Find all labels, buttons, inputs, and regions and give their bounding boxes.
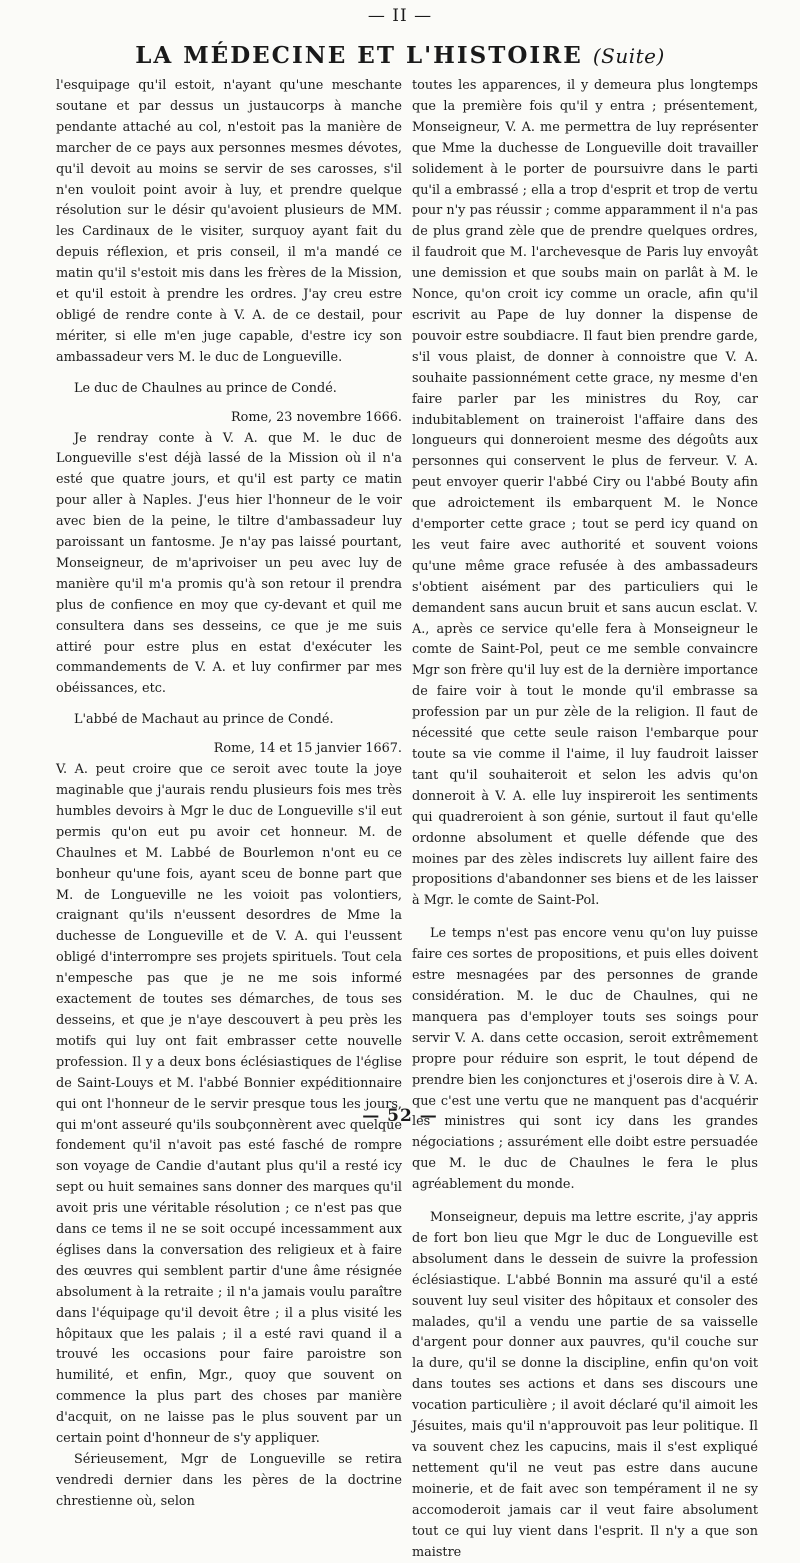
paragraph: V. A. peut croire que ce seroit avec toute la joye maginable que j'aurais rendu plusieurs fois mes très humbles devoirs à Mgr le duc de Longueville s'il eut permis qu'on eut pu avoir cet honneur. M. de Chaulnes et M. Labbé de Bourlemon n'ont eu ce bonheur qu'une fois, ayant sceu de bonne part que M. de Longueville ne les voioit pas volontiers, craignant qu'ils n'eussent desordres de Mme la duchesse de Longueville et de V. A. qui l'eussent obligé d'interrompre ses projets spirituels. Tout cela n'empesche pas que je ne me sois informé exactement de toutes ses démarches, de tous ses desseins, et que je n'aye descouvert à peu près les motifs qui luy ont fait embrasser cette nouvelle profession. Il y a deux bons éclésiastiques de l'église de Saint-Louys et M. l'abbé Bonnier expéditionnaire qui ont l'honneur de le servir presque tous les jours, qui m'ont asseuré qu'ils soubçonnèrent avec quelque fondement qu'il n'avoit pas esté fasché de rompre son voyage de Candie d'autant plus qu'il a resté icy sept ou huit semaines sans donner des marques qu'il avoit pris une véritable résolution ; ce n'est pas que dans ce tems il ne se soit occupé incessamment aux églises dans la conversation des religieux et à faire des œuvres qui semblent partir d'une âme résignée absolument à la retraite ; il n'a jamais voulu paraître dans l'équipage qu'il devoit être ; il a plus visité les hôpitaux que les palais ; il a esté ravi quand il a trouvé les occasions pour faire paroistre son humilité, et enfin, Mgr., quoy que souvent on commence la plus part des choses par manière d'acquit, on ne laisse pas le plus souvent par un certain point d'honneur de s'y appliquer. (56, 762, 402, 1447)
paragraph: toutes les apparences, il y demeura plus longtemps que la première fois qu'il y entra ; présentement, Monseigneur, V. A. me permettra de luy représenter que Mme la duchesse de Longueville doit travailler solidement à le porter de poursuivre dans le parti qu'il a embrassé ; ella a trop d'esprit et trop de vertu pour n'y pas réussir ; comme apparamment il n'a pas de plus grand zèle que de prendre quelques ordres, il faudroit que M. l'archevesque de Paris luy envoyât une demission et que soubs main on parlât à M. le Nonce, qu'on croit icy comme un oracle, afin qu'il escrivit au Pape de luy donner la dispense de pouvoir estre soubdiacre. Il faut bien prendre garde, s'il vous plaist, de donner à connoistre que V. A. souhaite passionnément cette grace, ny mesme d'en faire parler par les ministres du Roy, car indubitablement on traineroist l'affaire dans des longueurs qui donneroient mesme des dégoûts aux personnes qui conservent le plus de ferveur. V. A. peut envoyer querir l'abbé Ciry ou l'abbé Bouty afin que adroictement ils embarquent M. le Nonce d'emporter cette grace ; tout se perd icy quand on les veut faire avec authorité et souvent voions qu'une même grace refusée à des ambassadeurs s'obtient aisément par des particuliers qui le demandent sans aucun bruit et sans aucun esclat. V. A., après ce service qu'elle fera à Monseigneur le comte de Saint-Pol, peut ce me semble convaincre Mgr son frère qu'il luy est de la dernière importance de faire voir à tout le monde qu'il embrasse sa profession par un pur zèle de la religion. Il faut de nécessité que cette seule raison l'embarque pour toute sa vie comme il l'aime, il luy faudroit laisser tant qu'il souhaiteroit et selon les advis qu'on donneroit à V. A. elle luy inspireroit les sentiments qui quadreroient à son génie, surtout il faut qu'elle ordonne absolument et quelle défende que des moines par des zèles indiscrets luy aillent faire des propositions d'abandonner ses biens et de les laisser à Mgr. le comte de Saint-Pol. (412, 78, 758, 909)
running-title (0, 42, 800, 69)
section-folio: — II — (367, 6, 433, 26)
letter-heading: Le duc de Chaulnes au prince de Condé. (74, 380, 337, 396)
paragraph: l'esquipage qu'il estoit, n'ayant qu'une meschante soutane et par dessus un justaucorps à manche pendante attaché au col, n'estoit pas la manière de marcher de ce pays aux personnes mesmes dévotes, qu'il devoit au moins se servir de ses carosses, s'il n'en vouloit point avoir à luy, et prendre quelque résolution sur le désir qu'avoient plusieurs de MM. les Cardinaux de le visiter, surquoy ayant fait du depuis réflexion, et pris conseil, il m'a mandé ce matin qu'il s'estoit mis dans les frères de la Mission, et qu'il estoit à prendre les ordres. J'ay creu estre obligé de rendre conte à V. A. de ce destail, pour mériter, si elle m'en juge capable, d'estre icy son ambassadeur vers M. le duc de Longueville. (56, 78, 402, 365)
right-column (412, 76, 758, 1560)
letter-heading: L'abbé de Machaut au prince de Condé. (74, 712, 334, 728)
letter-dateline: Rome, 23 novembre 1666. (230, 409, 402, 425)
paragraph: Monseigneur, depuis ma lettre escrite, j'ay appris de fort bon lieu que Mgr le duc de Longueville est absolument dans le dessein de suivre la profession éclésiastique. L'abbé Bonnin ma assuré qu'il a esté souvent luy seul visiter des hôpitaux et consoler des malades, qu'il a vendu une partie de sa vaisselle d'argent pour donner aux pauvres, qu'il couche sur la dure, qu'il se donne la discipline, enfin qu'on voit dans toutes ses actions et dans ses discours une vocation particulière ; il avoit déclaré qu'il aimoit les Jésuites, mais qu'il n'approuvoit pas leur politique. Il va souvent chez les capucins, mais il s'est expliqué nettement qu'il ne veut pas estre dans aucune moinerie, et de fait avec son tempérament il ne sy accomoderoit jamais car il veut faire absolument tout ce qui luy vient dans l'esprit. Il n'y a que son maistre (412, 1210, 758, 1560)
paragraph: Sérieusement, Mgr de Longueville se retira vendredi dernier dans les pères de la doctrine chrestienne où, selon (56, 1452, 402, 1509)
letter-dateline: Rome, 14 et 15 janvier 1667. (213, 741, 402, 757)
title-suite: (Suite) (592, 44, 665, 68)
paragraph: Le temps n'est pas encore venu qu'on luy puisse faire ces sortes de propositions, et puis elles doivent estre mesnagées par des personnes de grande considération. M. le duc de Chaulnes, qui ne manquera pas d'employer touts ses soings pour servir V. A. dans cette occasion, seroit extrêmement propre pour réduire son esprit, le tout dépend de prendre bien les conjonctures et j'oserois dire à V. A. que c'est une vertu que ne manquent pas d'acquérir les ministres qui sont icy dans les grandes négociations ; assurément elle doibt estre persuadée que M. le duc de Chaulnes le fera le plus agréablement du monde. (412, 926, 758, 1193)
journal-section-title: LA MÉDECINE ET L'HISTOIRE (135, 42, 583, 69)
paragraph: Je rendray conte à V. A. que M. le duc de Longueville s'est déjà lassé de la Mission où il n'a esté que quatre jours, et qu'il est party ce matin pour aller à Naples. J'eus hier l'honneur de le voir avec bien de la peine, le tiltre d'ambassadeur luy paroissant un fantosme. Je n'ay pas laissé pourtant, Monseigneur, de m'aprivoiser un peu avec luy de manière qu'il m'a promis qu'à son retour il prendra plus de confience en moy que cy-devant et quil me consultera dans ses desseins, ce que je me suis attiré pour estre plus en estat d'exécuter les commandements de V. A. et luy confirmer par mes obéissances, etc. (56, 430, 402, 697)
page-number: — 52 — (362, 1106, 438, 1126)
